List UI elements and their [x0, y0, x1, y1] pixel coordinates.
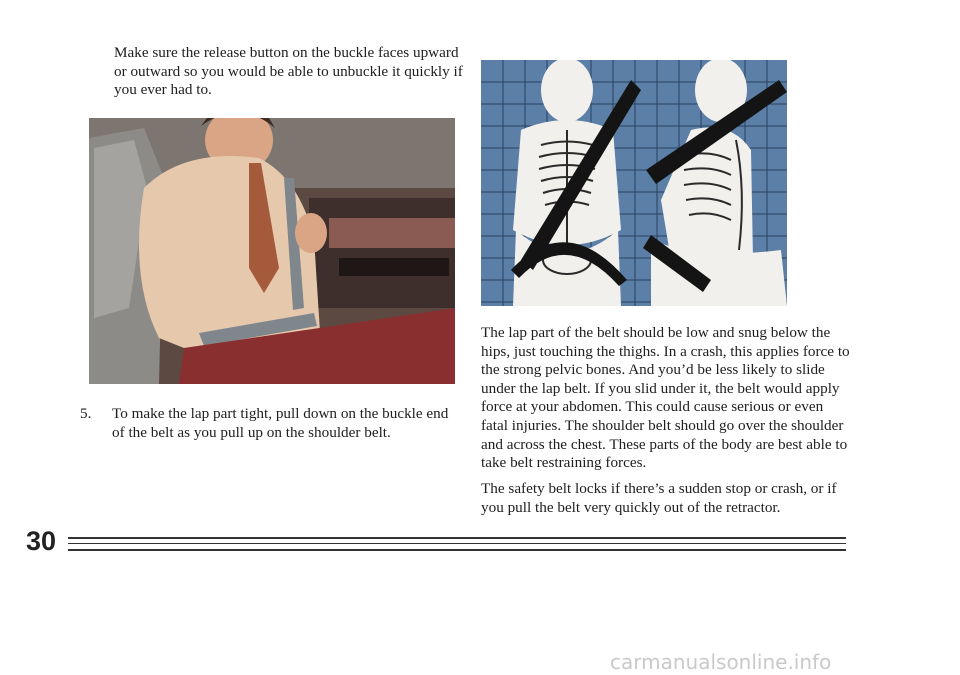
- page-number: 30: [26, 526, 57, 556]
- belt-lock-paragraph: The safety belt locks if there’s a sudden stop or crash, or if you pull the belt very quickly out of the retractor.: [481, 480, 837, 516]
- step-number: 5.: [80, 405, 92, 422]
- footer-rule: [68, 543, 846, 544]
- footer-rule: [68, 549, 846, 551]
- step-5: [80, 405, 460, 442]
- site-watermark: carmanualsonline.info: [610, 650, 832, 674]
- lap-belt-paragraph: The lap part of the belt should be low and snug below the hips, just touching the thighs. In a crash, this applies force to the strong pelvic bones. And you’d be less likely to slide under the lap belt. If you slid under it, the belt would apply force at your abdomen. This could cause serious or even fatal injuries. The shoulder belt should go over the shoulder and across the chest. These parts of the body are best able to take belt restraining forces.: [481, 324, 850, 472]
- driver-buckling-belt-illustration: [89, 118, 455, 384]
- footer-rule: [68, 537, 846, 539]
- step-text: To make the lap part tight, pull down on the buckle end of the belt as you pull up on the shoulder belt.: [112, 405, 449, 441]
- intro-paragraph: Make sure the release button on the buckle faces upward or outward so you would be able to unbuckle it quickly if you ever had to.: [114, 44, 463, 99]
- skeleton-belt-diagram: [481, 60, 787, 306]
